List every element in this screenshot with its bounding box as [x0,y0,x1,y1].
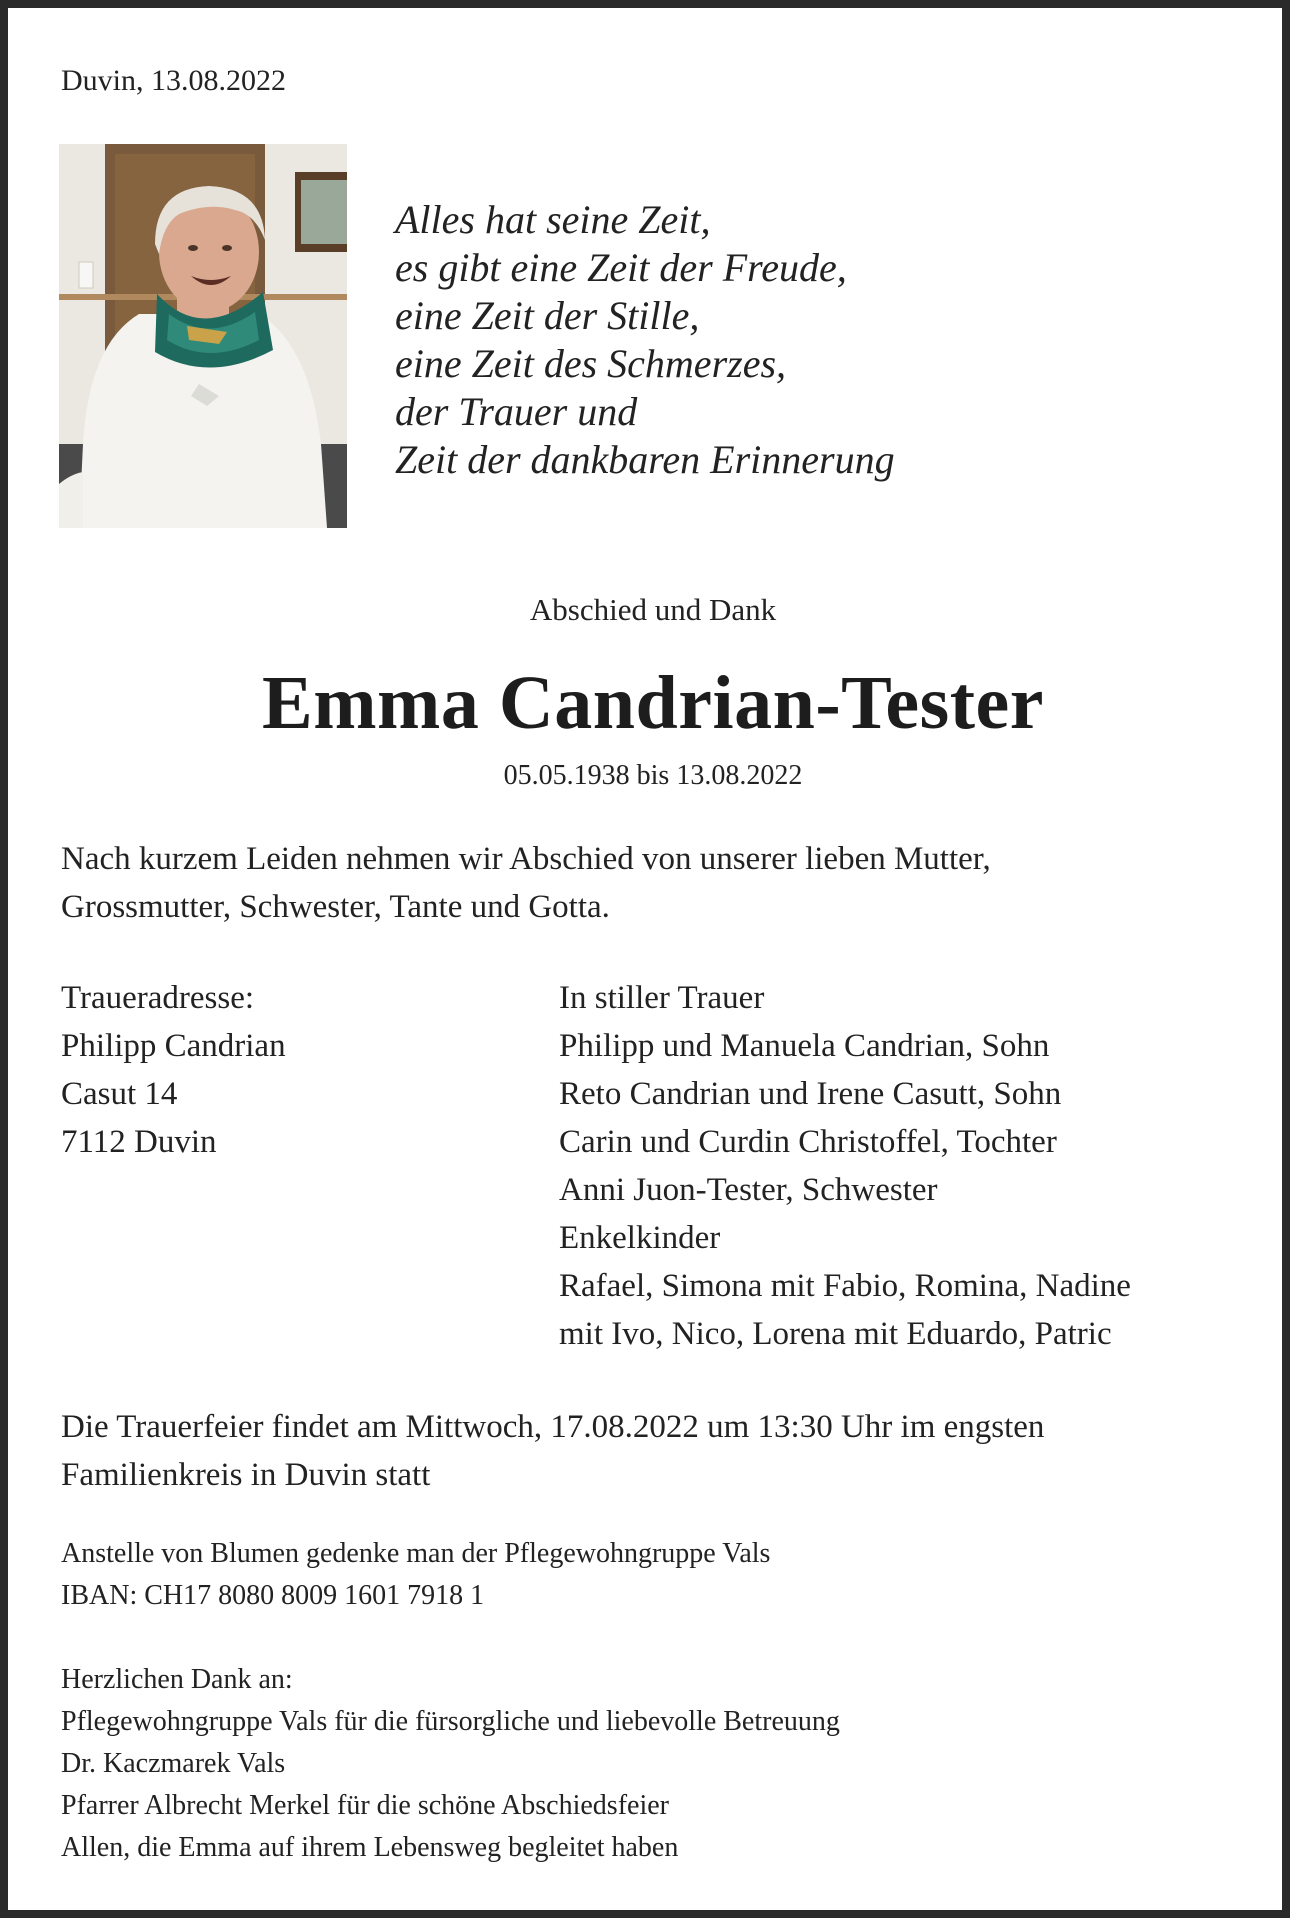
mourner-line: Carin und Curdin Christoffel, Tochter [559,1124,1057,1160]
mourner-line: Philipp und Manuela Candrian, Sohn [559,1028,1050,1064]
poem-line: der Trauer und [395,389,638,434]
deceased-name: Emma Candrian-Tester [262,661,1044,745]
poem-line: Zeit der dankbaren Erinnerung [395,437,895,482]
donation-line: Anstelle von Blumen gedenke man der Pflegewohngruppe Vals [61,1538,771,1569]
mourner-line: mit Ivo, Nico, Lorena mit Eduardo, Patric [559,1316,1112,1352]
thanks-section [61,1659,840,1869]
donation-info [61,1533,770,1617]
mourner-line: In stiller Trauer [559,980,765,1016]
ceremony-info [61,1403,1044,1499]
thanks-line: Allen, die Emma auf ihrem Lebensweg begleitet haben [61,1832,679,1863]
thanks-line: Pfarrer Albrecht Merkel für die schöne Abschiedsfeier [61,1790,669,1821]
poem-line: eine Zeit der Stille, [395,293,700,338]
address-line: Casut 14 [61,1076,178,1112]
mourners-list [559,974,1131,1358]
address-line: Traueradresse: [61,980,255,1016]
mourner-line: Anni Juon-Tester, Schwester [559,1172,938,1208]
intro-line: Grossmutter, Schwester, Tante und Gotta. [61,889,610,925]
intro-text [61,835,1241,931]
poem-line: es gibt eine Zeit der Freude, [395,245,847,290]
intro-line: Nach kurzem Leiden nehmen wir Abschied von unserer lieben Mutter, [61,841,991,877]
ceremony-line: Die Trauerfeier findet am Mittwoch, 17.08.2022 um 13:30 Uhr im engsten [61,1409,1045,1445]
thanks-line: Dr. Kaczmarek Vals [61,1748,286,1779]
poem-line: Alles hat seine Zeit, [395,197,711,242]
mourner-line: Rafael, Simona mit Fabio, Romina, Nadine [559,1268,1131,1304]
thanks-heading: Herzlichen Dank an: [61,1664,293,1695]
mourning-address [61,974,286,1166]
place-date: Duvin, 13.08.2022 [61,64,286,97]
mourner-line: Reto Candrian und Irene Casutt, Sohn [559,1076,1062,1112]
poem-line: eine Zeit des Schmerzes, [395,341,787,386]
life-dates: 05.05.1938 bis 13.08.2022 [503,760,803,791]
subtitle: Abschied und Dank [529,592,777,627]
address-line: Philipp Candrian [61,1028,286,1064]
poem [395,196,895,484]
thanks-line: Pflegewohngruppe Vals für die fürsorgliche und liebevolle Betreuung [61,1706,840,1737]
ceremony-line: Familienkreis in Duvin statt [61,1457,431,1493]
address-line: 7112 Duvin [61,1124,217,1160]
iban-line: IBAN: CH17 8080 8009 1601 7918 1 [61,1580,485,1611]
mourner-line: Enkelkinder [559,1220,721,1256]
portrait-photo [59,144,347,528]
